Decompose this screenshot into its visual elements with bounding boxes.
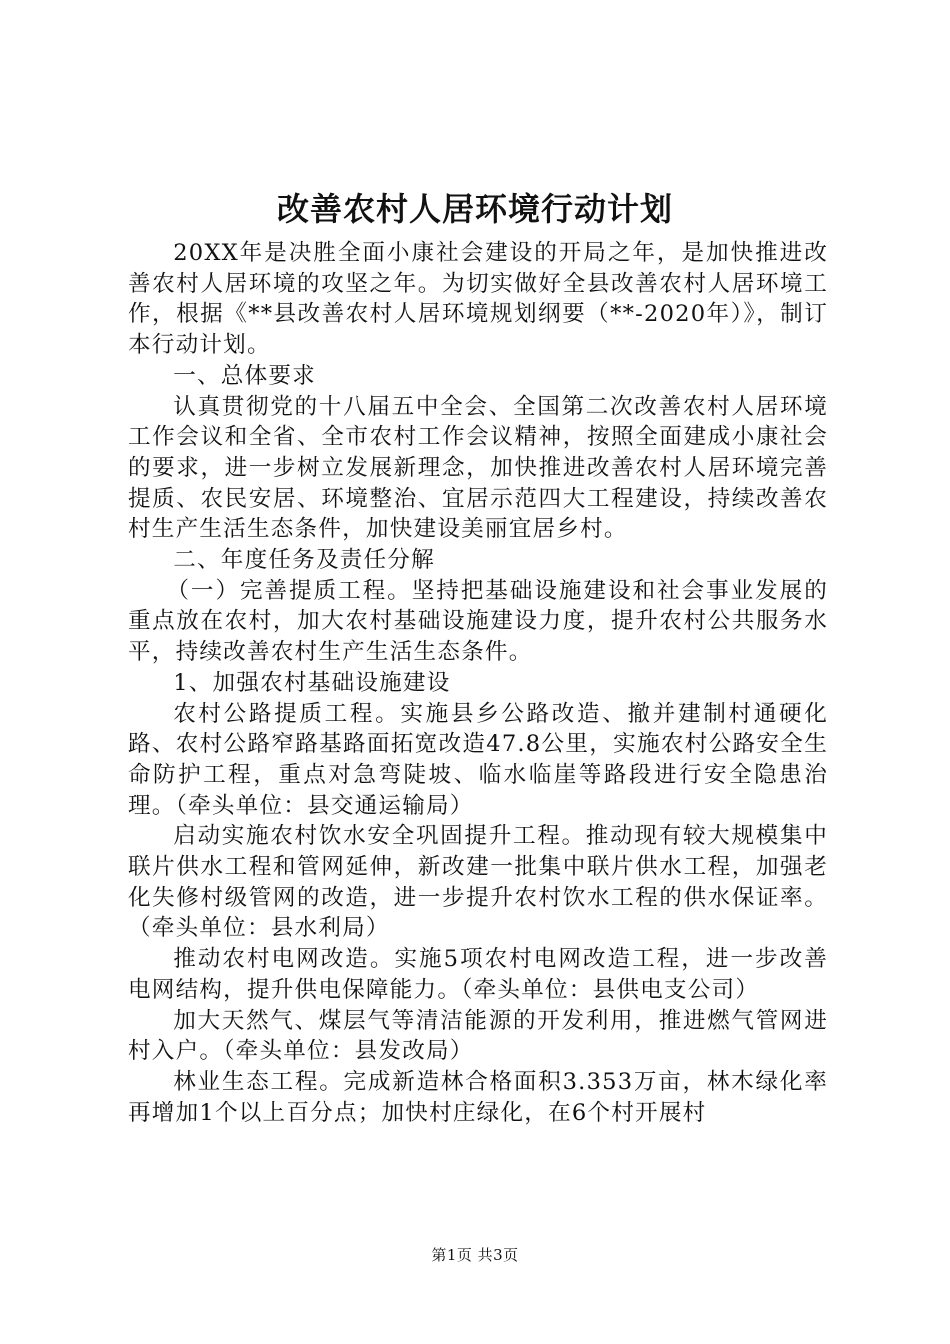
paragraph-general-requirements: 认真贯彻党的十八届五中全会、全国第二次改善农村人居环境工作会议和全省、全市农村工作会议精神，按照全面建成小康社会的要求，进一步树立发展新理念，加快推进改善农村人居环境完善提质、农民安居、环境整治、宜居示范四大工程建设，持续改善农村生产生活生态条件，加快建设美丽宜居乡村。 xyxy=(128,393,828,543)
paragraph-clean-energy: 加大天然气、煤层气等清洁能源的开发利用，推进燃气管网进村入户。（牵头单位：县发改局） xyxy=(128,1007,828,1065)
section-heading-annual-tasks: 二、年度任务及责任分解 xyxy=(173,547,435,574)
paragraph-drinking-water: 启动实施农村饮水安全巩固提升工程。推动现有较大规模集中联片供水工程和管网延伸，新改建一批集中联片供水工程，加强老化失修村级管网的改造，进一步提升农村饮水工程的供水保证率。（牵头单位：县水利局） xyxy=(128,823,828,942)
document-body xyxy=(128,238,828,1128)
paragraph-intro: 20XX年是决胜全面小康社会建设的开局之年，是加快推进改善农村人居环境的攻坚之年。为切实做好全县改善农村人居环境工作，根据《**县改善农村人居环境规划纲要（**-2020年）》，制订本行动计划。 xyxy=(128,240,828,359)
paragraph-rural-roads: 农村公路提质工程。实施县乡公路改造、撤并建制村通硬化路、农村公路窄路基路面拓宽改造47.8公里，实施农村公路安全生命防护工程，重点对急弯陡坡、临水临崖等路段进行安全隐患治理。（牵头单位：县交通运输局） xyxy=(128,700,828,819)
document-title: 改善农村人居环境行动计划 xyxy=(276,190,673,228)
subsection-heading-infrastructure: 1、加强农村基础设施建设 xyxy=(173,669,451,696)
paragraph-improvement-project: （一）完善提质工程。坚持把基础设施建设和社会事业发展的重点放在农村，加大农村基础设施建设力度，提升农村公共服务水平，持续改善农村生产生活生态条件。 xyxy=(128,577,828,666)
section-heading-general-requirements: 一、总体要求 xyxy=(173,362,316,389)
paragraph-forestry: 林业生态工程。完成新造林合格面积3.353万亩，林木绿化率再增加1个以上百分点；加快村庄绿化，在6个村开展村 xyxy=(128,1068,828,1126)
paragraph-power-grid: 推动农村电网改造。实施5项农村电网改造工程，进一步改善电网结构，提升供电保障能力。（牵头单位：县供电支公司） xyxy=(128,946,828,1003)
page-footer: 第1页 共3页 xyxy=(431,1246,519,1264)
